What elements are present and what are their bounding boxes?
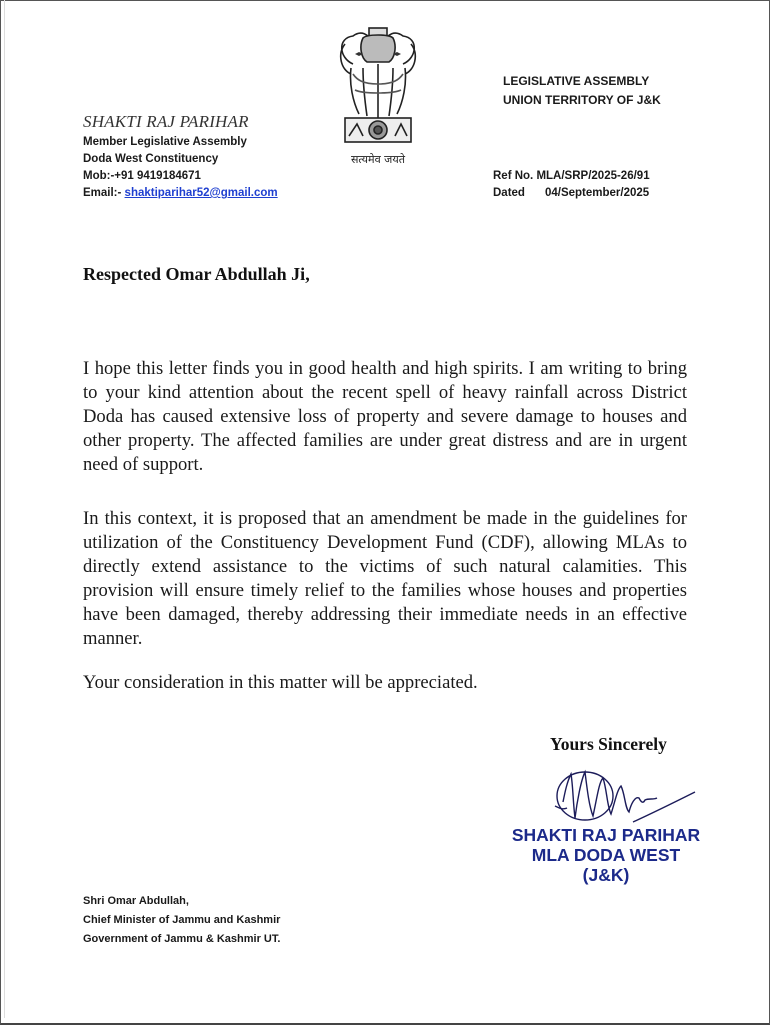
salutation: Respected Omar Abdullah Ji,	[83, 264, 310, 284]
sender-mobile	[83, 168, 278, 185]
signatory-name: SHAKTI RAJ PARIHAR	[511, 825, 701, 845]
addressee-title: Chief Minister of Jammu and Kashmir	[83, 914, 281, 926]
assembly-line-1: LEGISLATIVE ASSEMBLY	[503, 74, 650, 88]
body-paragraph-2: In this context, it is proposed that an amendment be made in the guidelines for utilization of the Constituency Development Fund (CDF), allowing MLAs to directly extend assistance to the victims of such natural calamities. This provision will ensure timely relief to the families whose houses and properties have been damaged, thereby addressing their immediate needs in an effective manner.	[83, 508, 687, 649]
sender-name: SHAKTI RAJ PARIHAR	[83, 112, 249, 131]
letter-date: 04/September/2025	[544, 187, 650, 199]
body-paragraph-1: I hope this letter finds you in good health and high spirits. I am writing to bring to your kind attention about the recent spell of heavy rainfall across District Doda has caused extensive loss of property and severe damage to houses and other property. The affected families are under great distress and are in urgent need of support.	[83, 358, 687, 475]
signature-icon	[545, 762, 705, 832]
date-label: Dated	[493, 187, 525, 199]
closing-phrase: Yours Sincerely	[550, 734, 667, 754]
addressee-block	[83, 892, 280, 949]
ref-number-line	[493, 168, 650, 185]
mobile-number: +91 9419184671	[114, 170, 201, 182]
handwritten-signature	[545, 762, 705, 832]
page-border-inner	[4, 0, 5, 1018]
mobile-label: Mob:-	[83, 170, 115, 182]
sender-email	[83, 185, 278, 202]
email-label: Email:-	[83, 187, 122, 199]
sender-constituency: Doda West Constituency	[83, 153, 219, 165]
assembly-line-2: UNION TERRITORY OF J&K	[503, 93, 661, 107]
addressee-name: Shri Omar Abdullah,	[83, 895, 189, 907]
sender-details	[83, 134, 278, 202]
ref-label: Ref No.	[493, 170, 534, 182]
national-emblem	[333, 24, 423, 172]
assembly-heading	[503, 72, 661, 110]
body-paragraph-3: Your consideration in this matter will be appreciated.	[83, 672, 478, 693]
sender-designation: Member Legislative Assembly	[83, 136, 247, 148]
signatory-title: MLA DODA WEST	[531, 845, 681, 865]
email-link[interactable]: shaktiparihar52@gmail.com	[124, 187, 278, 199]
addressee-office: Government of Jammu & Kashmir UT.	[83, 933, 281, 945]
emblem-motto: सत्यमेव जयते	[350, 153, 405, 166]
reference-block	[493, 168, 650, 202]
lion-capital-icon	[333, 24, 423, 172]
signatory-region: (J&K)	[582, 865, 630, 885]
ref-number: MLA/SRP/2025-26/91	[536, 170, 650, 182]
signatory-block	[490, 825, 722, 885]
date-line	[493, 185, 650, 202]
